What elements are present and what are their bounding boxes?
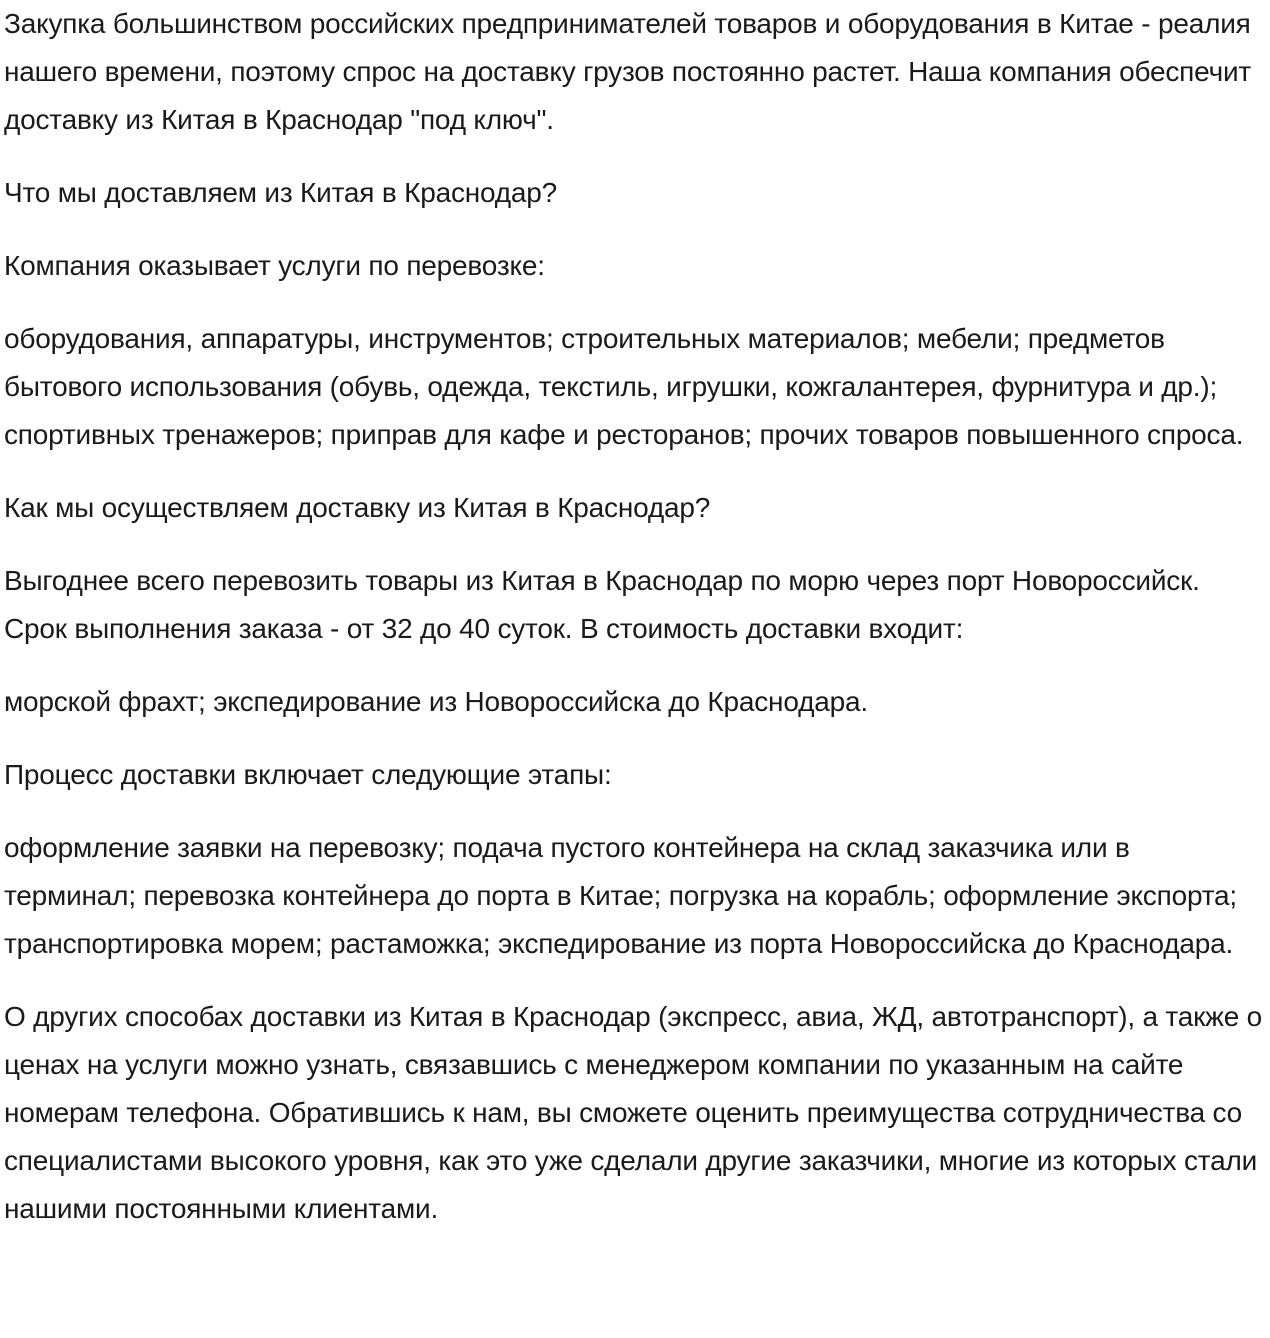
body-paragraph: Процесс доставки включает следующие этапы: [4, 759, 612, 790]
section-heading: Что мы доставляем из Китая в Краснодар? [4, 177, 558, 208]
body-paragraph: О других способах доставки из Китая в Краснодар (экспресс, авиа, ЖД, автотранспорт), а также о ценах на услуги можно узнать, связавшись с менеджером компании по указанным на сайте номерам телефона. Обратившись к нам, вы сможете оценить преимущества сотрудничества со специалистами высокого уровня, как это уже сделали другие заказчики, многие из которых стали нашими постоянными клиентами. [4, 1001, 1263, 1224]
body-paragraph: Закупка большинством российских предпринимателей товаров и оборудования в Китае - реалия нашего времени, поэтому спрос на доставку грузов постоянно растет. Наша компания обеспечит доставку из Китая в Краснодар "под ключ". [4, 8, 1252, 135]
body-paragraph: оборудования, аппаратуры, инструментов; строительных материалов; мебели; предметов бытового использования (обувь, одежда, текстиль, игрушки, кожгалантерея, фурнитура и др.); спортивных тренажеров; приправ для кафе и ресторанов; прочих товаров повышенного спроса. [4, 323, 1244, 450]
body-paragraph: Компания оказывает услуги по перевозке: [4, 250, 545, 281]
body-paragraph: морской фрахт; экспедирование из Новороссийска до Краснодара. [4, 686, 868, 717]
body-paragraph: Выгоднее всего перевозить товары из Китая в Краснодар по морю через порт Новороссийск. Срок выполнения заказа - от 32 до 40 суток. В стоимость доставки входит: [4, 565, 1200, 644]
section-heading: Как мы осуществляем доставку из Китая в Краснодар? [4, 492, 711, 523]
body-paragraph: оформление заявки на перевозку; подача пустого контейнера на склад заказчика или в терминал; перевозка контейнера до порта в Китае; погрузка на корабль; оформление экспорта; транспортировка морем; растаможка; экспедирование из порта Новороссийска до Краснодара. [4, 832, 1237, 959]
